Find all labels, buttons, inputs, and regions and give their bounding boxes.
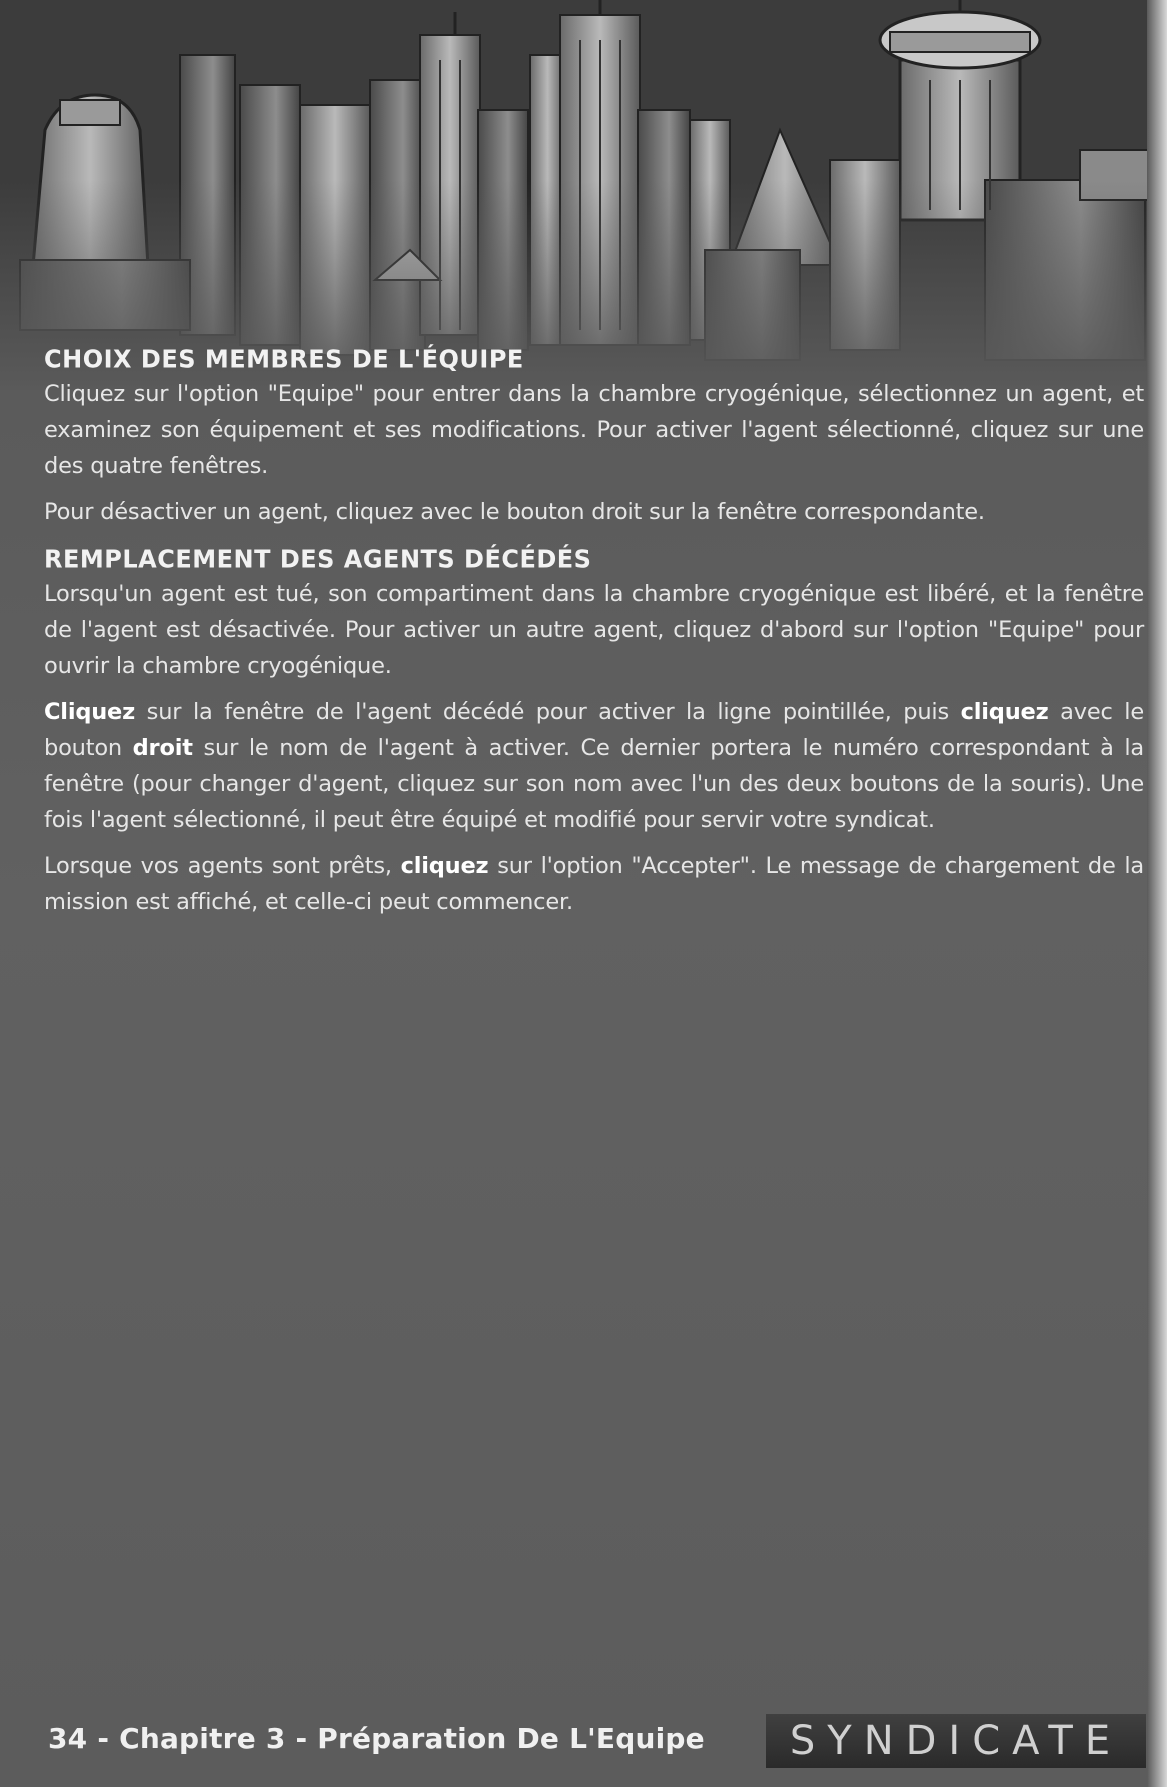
text-run: Pour désactiver un agent, cliquez avec le bouton droit sur la fenêtre correspondante. <box>44 499 985 525</box>
text-run: Lorsqu'un agent est tué, son compartiment dans la chambre cryogénique est libéré, et la fenêtre de l'agent est désactivée. Pour activer un autre agent, cliquez d'abord sur l'option "Equipe" pour ouvrir la chambre cryogénique. <box>44 581 1144 679</box>
section-team-selection <box>44 340 1144 530</box>
text-run: sur la fenêtre de l'agent décédé pour activer la ligne pointillée, puis <box>135 699 961 725</box>
section-heading: REMPLACEMENT DES AGENTS DÉCÉDÉS <box>44 544 592 574</box>
city-skyline-illustration <box>0 0 1167 390</box>
bold-text-run: cliquez <box>960 699 1049 725</box>
text-run: sur le nom de l'agent à activer. Ce dernier portera le numéro correspondant à la fenêtre (pour changer d'agent, cliquez sur son nom avec l'un des deux boutons de la souris). Une fois l'agent sélectionné, il peut être équipé et modifié pour servir votre syndicat. <box>44 735 1144 833</box>
paragraph <box>44 576 1144 684</box>
paragraph <box>44 494 1144 530</box>
section-replace-dead-agents <box>44 540 1144 920</box>
bold-text-run: droit <box>132 735 193 761</box>
text-run: sur l'option "Accepter". Le message de chargement de la mission est affiché, et celle-ci peut commencer. <box>44 853 1145 915</box>
paragraph <box>44 848 1144 920</box>
paragraph <box>44 376 1144 484</box>
text-run: avec le bouton <box>44 699 1144 761</box>
text-run: Lorsque vos agents sont prêts, <box>44 853 401 879</box>
page-edge-strip <box>1147 0 1167 1787</box>
text-run: Cliquez sur l'option "Equipe" pour entrer dans la chambre cryogénique, sélectionnez un agent, et examinez son équipement et ses modifications. Pour activer l'agent sélectionné, cliquez sur une des quatre fenêtres. <box>44 381 1144 479</box>
syndicate-logo: SYNDICATE <box>766 1714 1146 1768</box>
page-footer: 34 - Chapitre 3 - Préparation De L'Equipe <box>48 1722 705 1755</box>
bold-text-run: Cliquez <box>44 699 136 725</box>
bold-text-run: cliquez <box>400 853 489 879</box>
paragraph <box>44 694 1144 838</box>
section-heading: CHOIX DES MEMBRES DE L'ÉQUIPE <box>44 344 524 374</box>
manual-content <box>44 340 1144 930</box>
